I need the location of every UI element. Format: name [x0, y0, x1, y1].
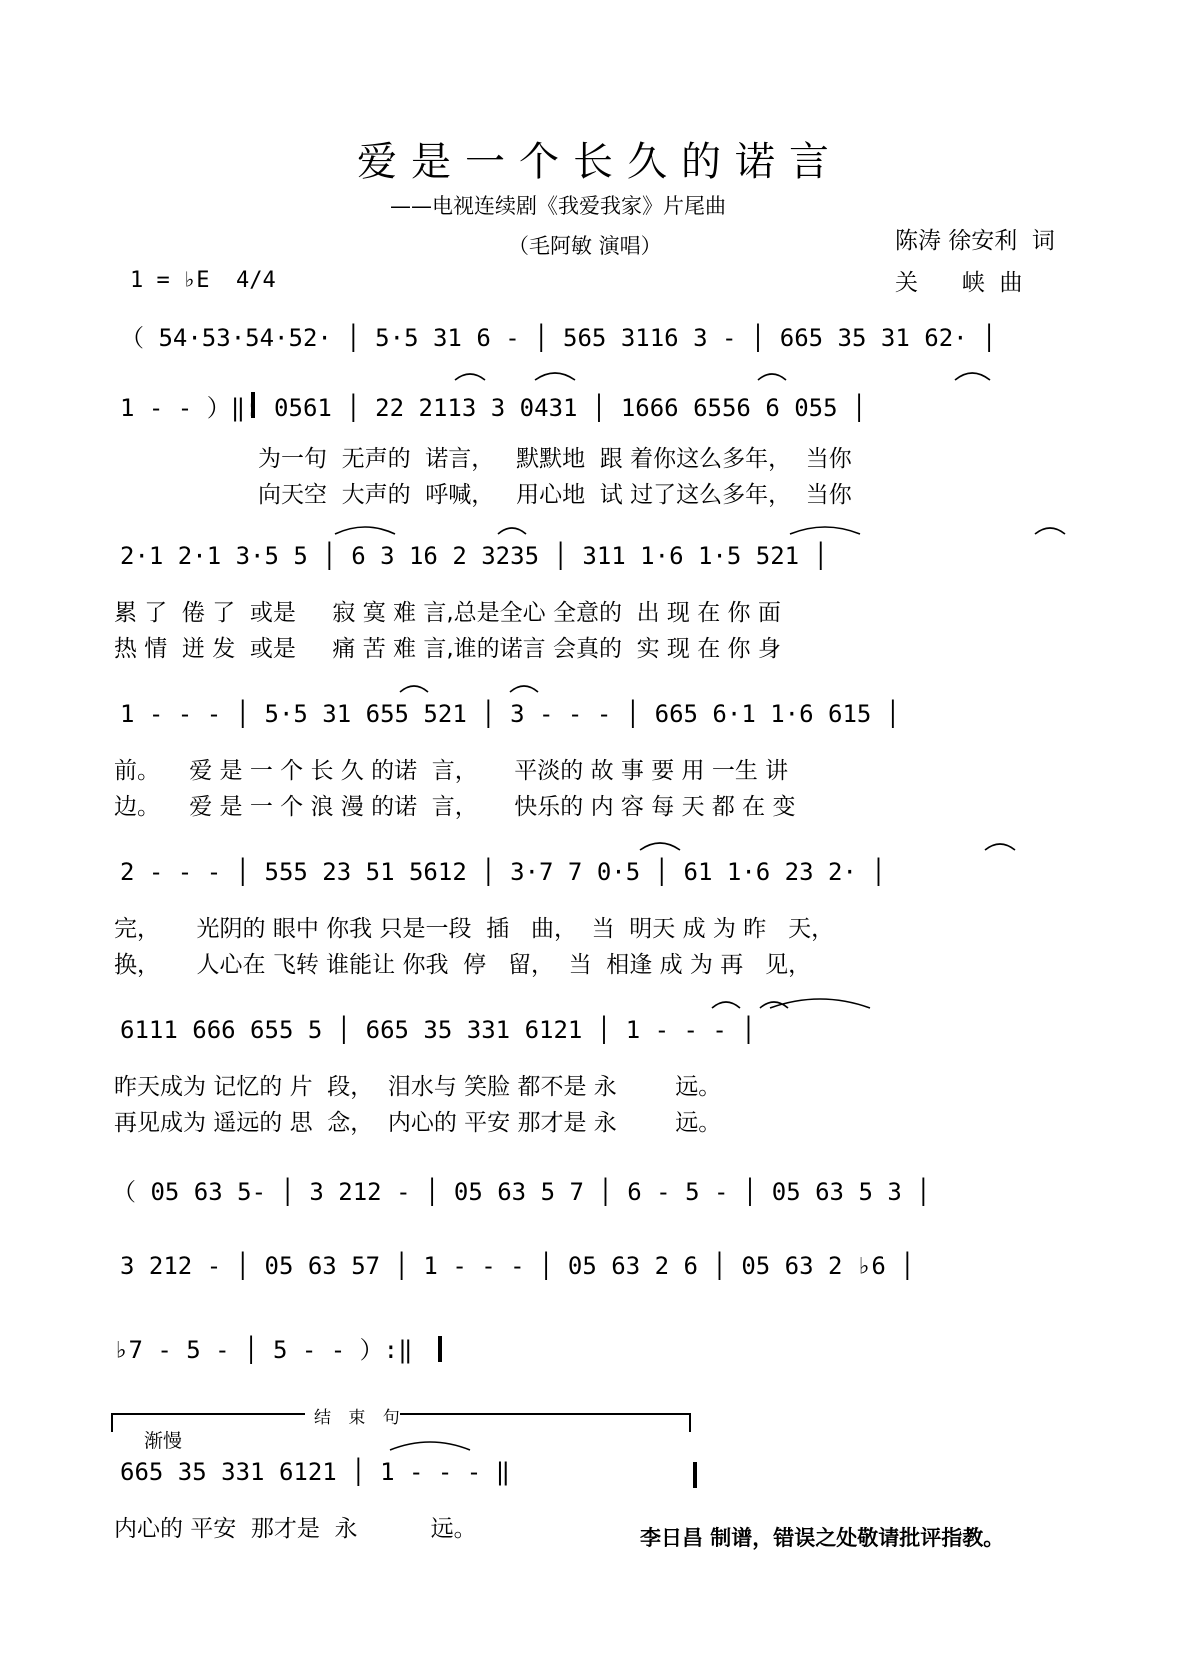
- score-line-8: 3 212 - │ 05 63 57 │ 1 - - - │ 05 63 2 6 │ 05 63 2 ♭6 │: [120, 1252, 915, 1280]
- score-line-7: （ 05 63 5- │ 3 212 - │ 05 63 5 7 │ 6 - 5 - │ 05 63 5 3 │: [112, 1178, 931, 1206]
- lyric-line-3-verse-1: 累 了 倦 了 或是 寂 寞 难 言,总是全心 全意的 出 现 在 你 面: [114, 600, 781, 626]
- ending-score-line: 665 35 331 6121 │ 1 - - - ‖: [120, 1458, 511, 1486]
- lyric-line-6-verse-1: 昨天成为 记忆的 片 段， 泪水与 笑脸 都不是 永 远。: [114, 1074, 722, 1100]
- score-line-5: 2 - - - │ 555 23 51 5612 │ 3·7 7 0·5 │ 61 1·6 23 2· │: [120, 858, 886, 886]
- song-title: 爱是一个长久的诺言: [357, 139, 843, 185]
- lyric-line-6-verse-2: 再见成为 遥远的 思 念， 内心的 平安 那才是 永 远。: [114, 1110, 722, 1136]
- score-line-2: 1 - - ）‖: 0561 │ 22 2113 3 0431 │ 1666 6556 6 055 │: [120, 394, 867, 422]
- lyric-line-4-verse-2: 边。 爱 是 一 个 浪 漫 的诺 言， 快乐的 内 容 每 天 都 在 变: [114, 794, 796, 820]
- key-signature: 1 = ♭E 4/4: [130, 268, 276, 293]
- score-line-9: ♭7 - 5 - │ 5 - - ）:‖: [114, 1336, 413, 1364]
- score-line-1: （ 54·53·54·52· │ 5·5 31 6 - │ 565 3116 3 - │ 665 35 31 62· │: [120, 324, 997, 352]
- lyric-line-2-verse-1: 为一句 无声的 诺言， 默默地 跟 着你这么多年， 当你: [258, 446, 852, 472]
- ending-lyric-line: 内心的 平安 那才是 永 远。: [114, 1516, 477, 1542]
- transcriber-note: 李日昌 制谱，错误之处敬请批评指教。: [640, 1525, 1005, 1550]
- tempo-mark: 渐慢: [144, 1430, 183, 1452]
- song-subtitle: ——电视连续剧《我爱我家》片尾曲: [390, 194, 726, 218]
- score-line-6: 6111 666 655 5 │ 665 35 331 6121 │ 1 - - - │: [120, 1016, 756, 1044]
- lyric-line-2-verse-2: 向天空 大声的 呼喊， 用心地 试 过了这么多年， 当你: [258, 482, 852, 508]
- lyric-line-5-verse-1: 完， 光阴的 眼中 你我 只是一段 插 曲， 当 明天 成 为 昨 天，: [114, 916, 835, 942]
- lyric-line-4-verse-1: 前。 爱 是 一 个 长 久 的诺 言， 平淡的 故 事 要 用 一生 讲: [114, 758, 789, 784]
- singer-credit: （毛阿敏 演唱）: [508, 234, 662, 258]
- score-line-3: 2·1 2·1 3·5 5 │ 6 3 16 2 3235 │ 311 1·6 1·5 521 │: [120, 542, 829, 570]
- ending-phrase-label: 结 束 句: [314, 1408, 406, 1428]
- lyricist-credit: 陈涛 徐安利 词: [895, 228, 1055, 254]
- composer-credit: 关 峡 曲: [895, 270, 1023, 296]
- lyric-line-3-verse-2: 热 情 迸 发 或是 痛 苦 难 言,谁的诺言 会真的 实 现 在 你 身: [114, 636, 781, 662]
- lyric-line-5-verse-2: 换， 人心在 飞转 谁能让 你我 停 留， 当 相逢 成 为 再 见，: [114, 952, 812, 978]
- score-line-4: 1 - - - │ 5·5 31 655 521 │ 3 - - - │ 665 6·1 1·6 615 │: [120, 700, 901, 728]
